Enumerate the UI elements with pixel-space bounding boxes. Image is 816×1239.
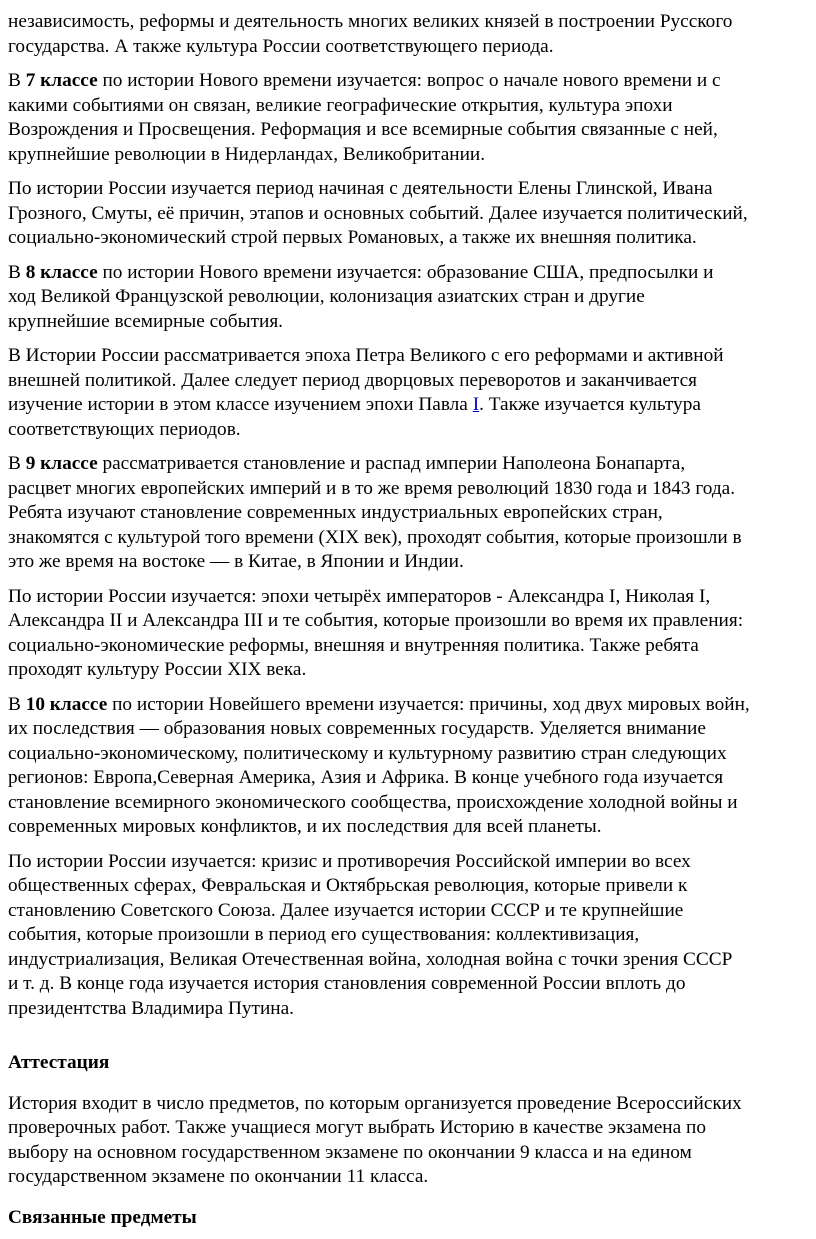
grade-label: 10 классе xyxy=(25,693,108,715)
text-segment: государства. А также культура России соответствующего периода. xyxy=(8,35,554,57)
text-line xyxy=(8,202,816,227)
text-segment: по истории Новейшего времени изучается: причины, ход двух мировых войн, xyxy=(107,693,750,715)
text-line xyxy=(8,452,816,477)
text-segment: по истории Нового времени изучается: вопрос о начале нового времени и с xyxy=(97,70,721,91)
text-line xyxy=(8,634,816,659)
text-segment: по истории Нового времени изучается: образование США, предпосылки и xyxy=(97,261,714,283)
text-segment: какими событиями он связан, великие географические открытия, культура эпохи xyxy=(8,94,673,116)
heading-related-subjects: Связанные предметы xyxy=(8,1206,197,1228)
text-segment: Возрождения и Просвещения. Реформация и все всемирные события связанные с ней, xyxy=(8,119,718,140)
paragraph xyxy=(8,177,816,251)
text-segment: крупнейшие революции в Нидерландах, Великобритании. xyxy=(8,143,486,165)
text-segment: становлению Советского Союза. Далее изучается истории СССР и те крупнейшие xyxy=(8,899,684,921)
text-segment: независимость, реформы и деятельность многих великих князей в построении Русского xyxy=(8,11,733,32)
text-line xyxy=(8,177,816,202)
text-line xyxy=(8,143,816,168)
text-line xyxy=(8,69,816,94)
text-segment: и т. д. В конце года изучается история становления современной России вплоть до xyxy=(8,973,686,994)
grade-label: 7 классе xyxy=(25,70,98,91)
text-segment: В xyxy=(8,70,26,91)
text-line xyxy=(8,948,816,973)
text-line xyxy=(8,226,816,251)
text-line xyxy=(8,658,816,683)
text-line xyxy=(8,477,816,502)
text-segment: президентства Владимира Путина. xyxy=(8,997,294,1019)
text-line: выбору на основном государственном экзамене по окончании 9 класса и на едином xyxy=(8,1141,692,1163)
text-segment: По истории России изучается: кризис и противоречия Российской империи во всех xyxy=(8,850,691,872)
text-line xyxy=(8,310,816,335)
paragraph xyxy=(8,693,816,840)
text-segment: Ребята изучают становление современных индустриальных европейских стран, xyxy=(8,502,663,523)
text-segment: крупнейшие всемирные события. xyxy=(8,310,284,332)
text-line xyxy=(8,609,816,634)
text-segment: внешней политикой. Далее следует период дворцовых переворотов и заканчивается xyxy=(8,369,698,391)
text-line: государственном экзамене по окончании 11 класса. xyxy=(8,1166,429,1187)
text-line xyxy=(8,550,816,575)
text-line xyxy=(8,35,816,60)
text-line xyxy=(8,766,816,791)
text-line xyxy=(8,585,816,610)
text-segment: становление всемирного экономического сообщества, происхождение холодной войны и xyxy=(8,791,738,813)
text-segment: По истории России изучается период начиная с деятельности Елены Глинской, Ивана xyxy=(8,178,713,199)
text-line xyxy=(8,261,816,286)
text-line xyxy=(8,418,816,443)
text-line xyxy=(8,118,816,143)
text-segment: события, которые произошли в период его существования: коллективизация, xyxy=(8,924,640,945)
text-line xyxy=(8,285,816,310)
text-segment: По истории России изучается: эпохи четырёх императоров - Александра I, Николая I, xyxy=(8,585,711,607)
text-line xyxy=(8,972,816,997)
text-line xyxy=(8,997,816,1022)
text-line xyxy=(8,526,816,551)
text-segment: В xyxy=(8,453,26,474)
text-line xyxy=(8,369,816,394)
text-segment: ход Великой Французской революции, колонизация азиатских стран и другие xyxy=(8,286,645,307)
text-line: История входит в число предметов, по которым организуется проведение Всероссийских xyxy=(8,1092,742,1114)
text-line xyxy=(8,10,816,35)
paragraph xyxy=(8,344,816,442)
text-segment: это же время на востоке — в Китае, в Японии и Индии. xyxy=(8,551,464,572)
text-segment: их последствия — образования новых современных государств. Уделяется внимание xyxy=(8,718,706,739)
text-line xyxy=(8,94,816,119)
text-segment: . Также изучается культура xyxy=(479,394,701,415)
text-segment: социально-экономическому, политическому и культурному развитию стран следующих xyxy=(8,742,727,764)
text-segment: индустриализация, Великая Отечественная война, холодная война с точки зрения СССР xyxy=(8,948,733,970)
heading-attestation: Аттестация xyxy=(8,1052,110,1073)
attestation-paragraph xyxy=(8,1092,816,1190)
text-line: проверочных работ. Также учащиеся могут выбрать Историю в качестве экзамена по xyxy=(8,1117,706,1138)
text-segment: регионов: Европа,Северная Америка, Азия и Африка. В конце учебного года изучается xyxy=(8,767,724,788)
paragraph xyxy=(8,585,816,683)
text-line xyxy=(8,717,816,742)
paragraph xyxy=(8,69,816,167)
text-segment: знакомятся с культурой того времени (XIX век), проходят события, которые произошли в xyxy=(8,526,742,548)
paragraph xyxy=(8,850,816,1022)
text-segment: соответствующих периодов. xyxy=(8,418,241,440)
text-segment: расцвет многих европейских империй и в то же время революций 1830 года и 1843 года. xyxy=(8,477,736,499)
text-line xyxy=(8,923,816,948)
paragraph xyxy=(8,452,816,575)
text-line xyxy=(8,899,816,924)
text-line xyxy=(8,501,816,526)
text-segment: социально-экономический строй первых Романовых, а также их внешняя политика. xyxy=(8,227,697,248)
grade-label: 9 классе xyxy=(25,453,98,474)
text-segment: В xyxy=(8,693,26,715)
text-segment: изучение истории в этом классе изучением эпохи Павла xyxy=(8,394,473,415)
wiki-link[interactable]: I xyxy=(472,394,480,415)
paragraph xyxy=(8,261,816,335)
text-line xyxy=(8,742,816,767)
grade-label: 8 классе xyxy=(25,261,98,283)
text-segment: рассматривается становление и распад империи Наполеона Бонапарта, xyxy=(97,453,686,474)
text-segment: В xyxy=(8,261,26,283)
text-line xyxy=(8,874,816,899)
paragraph xyxy=(8,10,816,59)
text-segment: общественных сферах, Февральская и Октябрьская революция, которые привели к xyxy=(8,875,688,896)
text-segment: Грозного, Смуты, её причин, этапов и основных событий. Далее изучается политический, xyxy=(8,202,748,224)
text-line xyxy=(8,850,816,875)
text-line xyxy=(8,344,816,369)
text-line xyxy=(8,815,816,840)
text-segment: проходят культуру России XIX века. xyxy=(8,659,307,680)
text-line xyxy=(8,791,816,816)
text-segment: современных мировых конфликтов, и их последствия для всей планеты. xyxy=(8,816,602,837)
text-line xyxy=(8,393,816,418)
text-segment: Александра II и Александра III и те события, которые произошли во время их правления: xyxy=(8,610,744,631)
text-line xyxy=(8,693,816,718)
text-segment: социально-экономические реформы, внешняя и внутренняя политика. Также ребята xyxy=(8,634,699,656)
curriculum-text xyxy=(8,10,816,1021)
text-segment: В Истории России рассматривается эпоха Петра Великого с его реформами и активной xyxy=(8,345,724,366)
